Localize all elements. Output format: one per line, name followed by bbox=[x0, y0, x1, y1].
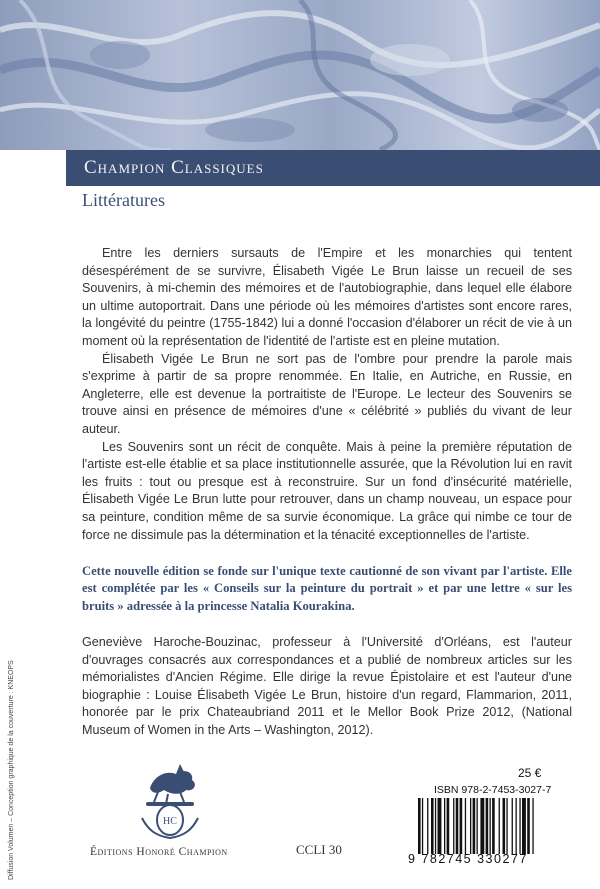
barcode-bar bbox=[465, 798, 466, 854]
emblem-letters: HC bbox=[163, 816, 177, 827]
barcode-bar bbox=[516, 798, 517, 854]
summary-text bbox=[82, 245, 572, 544]
barcode-bar bbox=[473, 798, 476, 854]
barcode-bar bbox=[490, 798, 491, 854]
summary-paragraph-3: Les Souvenirs sont un récit de conquête. Mais à peine la première réputation de l'artiste est-elle établie et sa place institutionnelle assurée, que la Révolution lui en ravit les fruits : tout ou presque est à reconstruire. Sur un fond d'insécurité matérielle, Élisabeth Vigée Le Brun lutte pour retrouver, dans un champ nouveau, un espace pour sa peinture, condition même de sa survie économique. La grâce qui nimbe ce tour de force ne dissimule pas la détermination et la ténacité exceptionnelles de l'artiste. bbox=[82, 439, 572, 542]
barcode-bar bbox=[427, 798, 428, 854]
price: 25 € bbox=[518, 766, 542, 780]
author-bio: Geneviève Haroche-Bouzinac, professeur à l'Université d'Orléans, est l'auteur d'ouvrages consacrés aux correspondances et a publié de nombreux articles sur les mémorialistes d'Ancien Régime. Elle dirige la revue Épistolaire et est l'auteur d'une biographie : Louise Élisabeth Vigée Le Brun, histoire d'un regard, Flammarion, 2011, honorée par le prix Chateaubriand 2011 et le Mellor Book Prize 2012, (National Museum of Women in the Arts – Washington, 2012). bbox=[82, 635, 572, 737]
barcode-bar bbox=[447, 798, 450, 854]
barcode-bar bbox=[418, 798, 421, 854]
barcode-bar bbox=[470, 798, 471, 854]
marble-pattern bbox=[0, 0, 600, 150]
publisher-horse-emblem bbox=[128, 758, 212, 842]
barcode-bar bbox=[438, 798, 442, 854]
barcode-bar bbox=[486, 798, 489, 854]
barcode-bar bbox=[506, 798, 507, 854]
edition-note: Cette nouvelle édition se fonde sur l'unique texte cautionné de son vivant par l'artiste. Elle est complétée par les « Conseils sur la peinture du portrait » et par une lettre « sur les bruits » adressée à la princesse Natalia Kourakina. bbox=[82, 564, 572, 613]
barcode-bar bbox=[492, 798, 495, 854]
barcode-bar bbox=[503, 798, 506, 854]
barcode-digits: 9 782745 330277 bbox=[408, 852, 528, 866]
series-number: CCLI 30 bbox=[296, 842, 342, 857]
barcode-bar bbox=[422, 798, 423, 854]
summary-paragraph-2: Élisabeth Vigée Le Brun ne sort pas de l'ombre pour prendre la parole mais s'exprime à partir de sa propre renommée. En Italie, en Autriche, en Russie, en Angleterre, elle est devenue la portraitiste de l'Europe. Le lecteur des Souvenirs se trouve ainsi en présence de mémoires d'une « célébrité » publiés du vivant de leur auteur. bbox=[82, 351, 572, 436]
barcode bbox=[416, 798, 578, 854]
barcode-bar bbox=[519, 798, 520, 854]
barcode-bar bbox=[512, 798, 513, 854]
barcode-bar bbox=[453, 798, 454, 854]
collection-name: Littératures bbox=[82, 190, 165, 210]
barcode-bar bbox=[532, 798, 533, 854]
barcode-bar bbox=[444, 798, 445, 854]
series-title: Champion Classiques bbox=[84, 157, 264, 178]
barcode-bar bbox=[460, 798, 463, 854]
barcode-bar bbox=[527, 798, 530, 854]
barcode-bar bbox=[477, 798, 478, 854]
barcode-bar bbox=[499, 798, 500, 854]
barcode-bar bbox=[431, 798, 434, 854]
marbled-header-image bbox=[0, 0, 600, 150]
summary-paragraph-1: Entre les derniers sursauts de l'Empire et les monarchies qui tentent désespérément de se survivre, Élisabeth Vigée Le Brun laisse un recueil de ses Souvenirs, à mi-chemin des mémoires et de l'autobiographie, dans lequel elle élabore un ultime autoportrait. Dans une période où les mémoires d'artistes sont encore rares, la longévité du peintre (1755-1842) lui a donné l'occasion d'élaborer un récit de vie à un moment où la représentation de l'identité de l'artiste est en pleine mutation. bbox=[82, 246, 572, 348]
series-band bbox=[66, 150, 600, 186]
publisher-name: Éditions Honoré Champion bbox=[90, 846, 228, 858]
barcode-bar bbox=[522, 798, 526, 854]
barcode-bar bbox=[456, 798, 459, 854]
side-credit: Diffusion Volumen – Conception graphique de la couverture : KNEOPS bbox=[8, 660, 15, 880]
barcode-bar bbox=[435, 798, 436, 854]
barcode-bar bbox=[480, 798, 484, 854]
isbn: ISBN 978-2-7453-3027-7 bbox=[434, 784, 552, 796]
